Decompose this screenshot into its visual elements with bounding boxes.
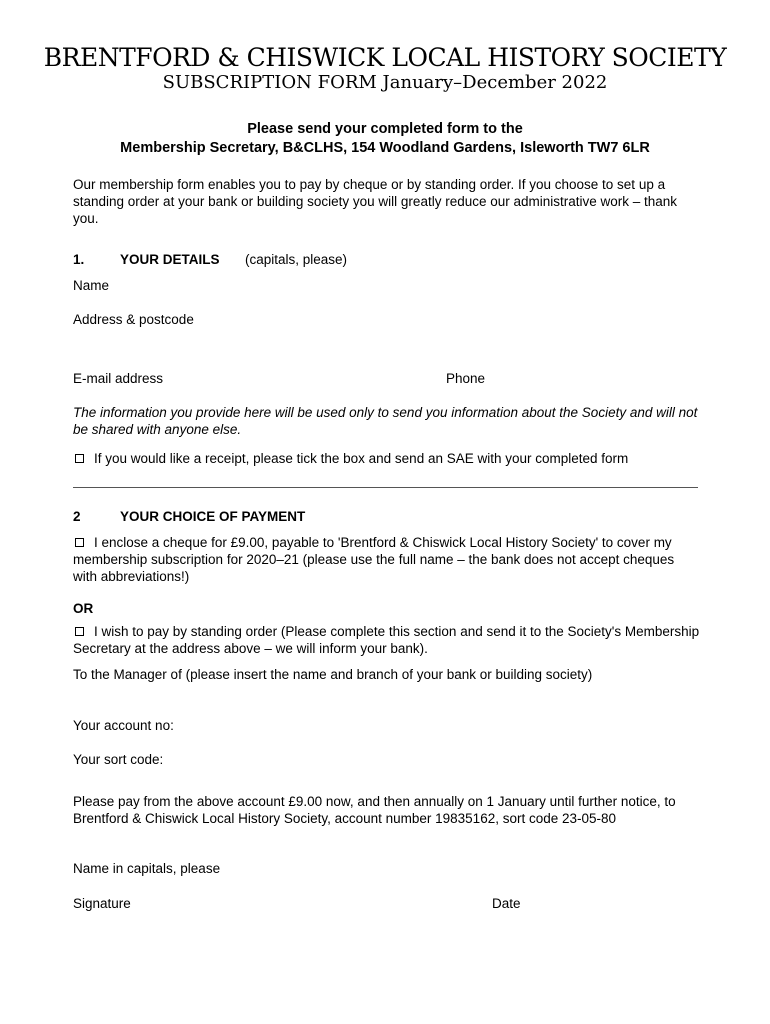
receipt-option[interactable] — [75, 450, 628, 467]
section1-note: (capitals, please) — [245, 252, 348, 267]
cheque-option-text: I enclose a cheque for £9.00, payable to 'Brentford & Chiswick Local History Society' to cover my membership subscription for 2020–21 (please use the full name – the bank does not accept cheques with abbreviations!) — [73, 535, 675, 584]
or-label: OR — [73, 601, 94, 616]
name-field-label: Name — [73, 278, 110, 293]
date-label: Date — [492, 896, 521, 911]
section-divider — [73, 487, 698, 488]
send-instruction-line1: Please send your completed form to the — [247, 121, 523, 137]
privacy-note: The information you provide here will be used only to send you information about the Society and will not be shared with anyone else. — [73, 405, 698, 437]
standing-order-option[interactable] — [73, 623, 701, 657]
send-instruction-address: Membership Secretary, B&CLHS, 154 Woodland Gardens, Isleworth TW7 6LR — [120, 140, 650, 156]
account-number-label: Your account no: — [73, 718, 174, 733]
receipt-checkbox[interactable] — [75, 454, 84, 463]
payment-instruction: Please pay from the above account £9.00 now, and then annually on 1 January until further notice, to Brentford & Chiswick Local History Society, account number 19835162, sort code 23-05-80 — [73, 794, 676, 826]
phone-field-label: Phone — [446, 371, 486, 386]
intro-paragraph: Our membership form enables you to pay by cheque or by standing order. If you choose to set up a standing order at your bank or building society you will greatly reduce our administrative work – thank you. — [73, 177, 678, 226]
section1-number: 1. — [73, 252, 85, 267]
bank-manager-label: To the Manager of (please insert the name and branch of your bank or building society) — [73, 667, 593, 682]
receipt-label: If you would like a receipt, please tick the box and send an SAE with your completed form — [94, 451, 629, 466]
name-capitals-label: Name in capitals, please — [73, 861, 221, 876]
standing-order-text: I wish to pay by standing order (Please complete this section and send it to the Society's Membership Secretary at the address above – we will inform your bank). — [73, 624, 700, 656]
standing-order-checkbox[interactable] — [75, 627, 84, 636]
sort-code-label: Your sort code: — [73, 752, 164, 767]
cheque-option[interactable] — [73, 534, 701, 585]
org-title: BRENTFORD & CHISWICK LOCAL HISTORY SOCIETY — [43, 43, 727, 72]
section2-number: 2 — [73, 509, 81, 524]
section1-title: YOUR DETAILS — [120, 252, 220, 267]
cheque-checkbox[interactable] — [75, 538, 84, 547]
form-title: SUBSCRIPTION FORM January–December 2022 — [162, 72, 608, 93]
section2-heading — [73, 508, 306, 525]
section1-heading — [73, 251, 348, 268]
address-field-label: Address & postcode — [73, 312, 194, 327]
section2-title: YOUR CHOICE OF PAYMENT — [120, 509, 306, 524]
signature-label: Signature — [73, 896, 131, 911]
email-field-label: E-mail address — [73, 371, 164, 386]
